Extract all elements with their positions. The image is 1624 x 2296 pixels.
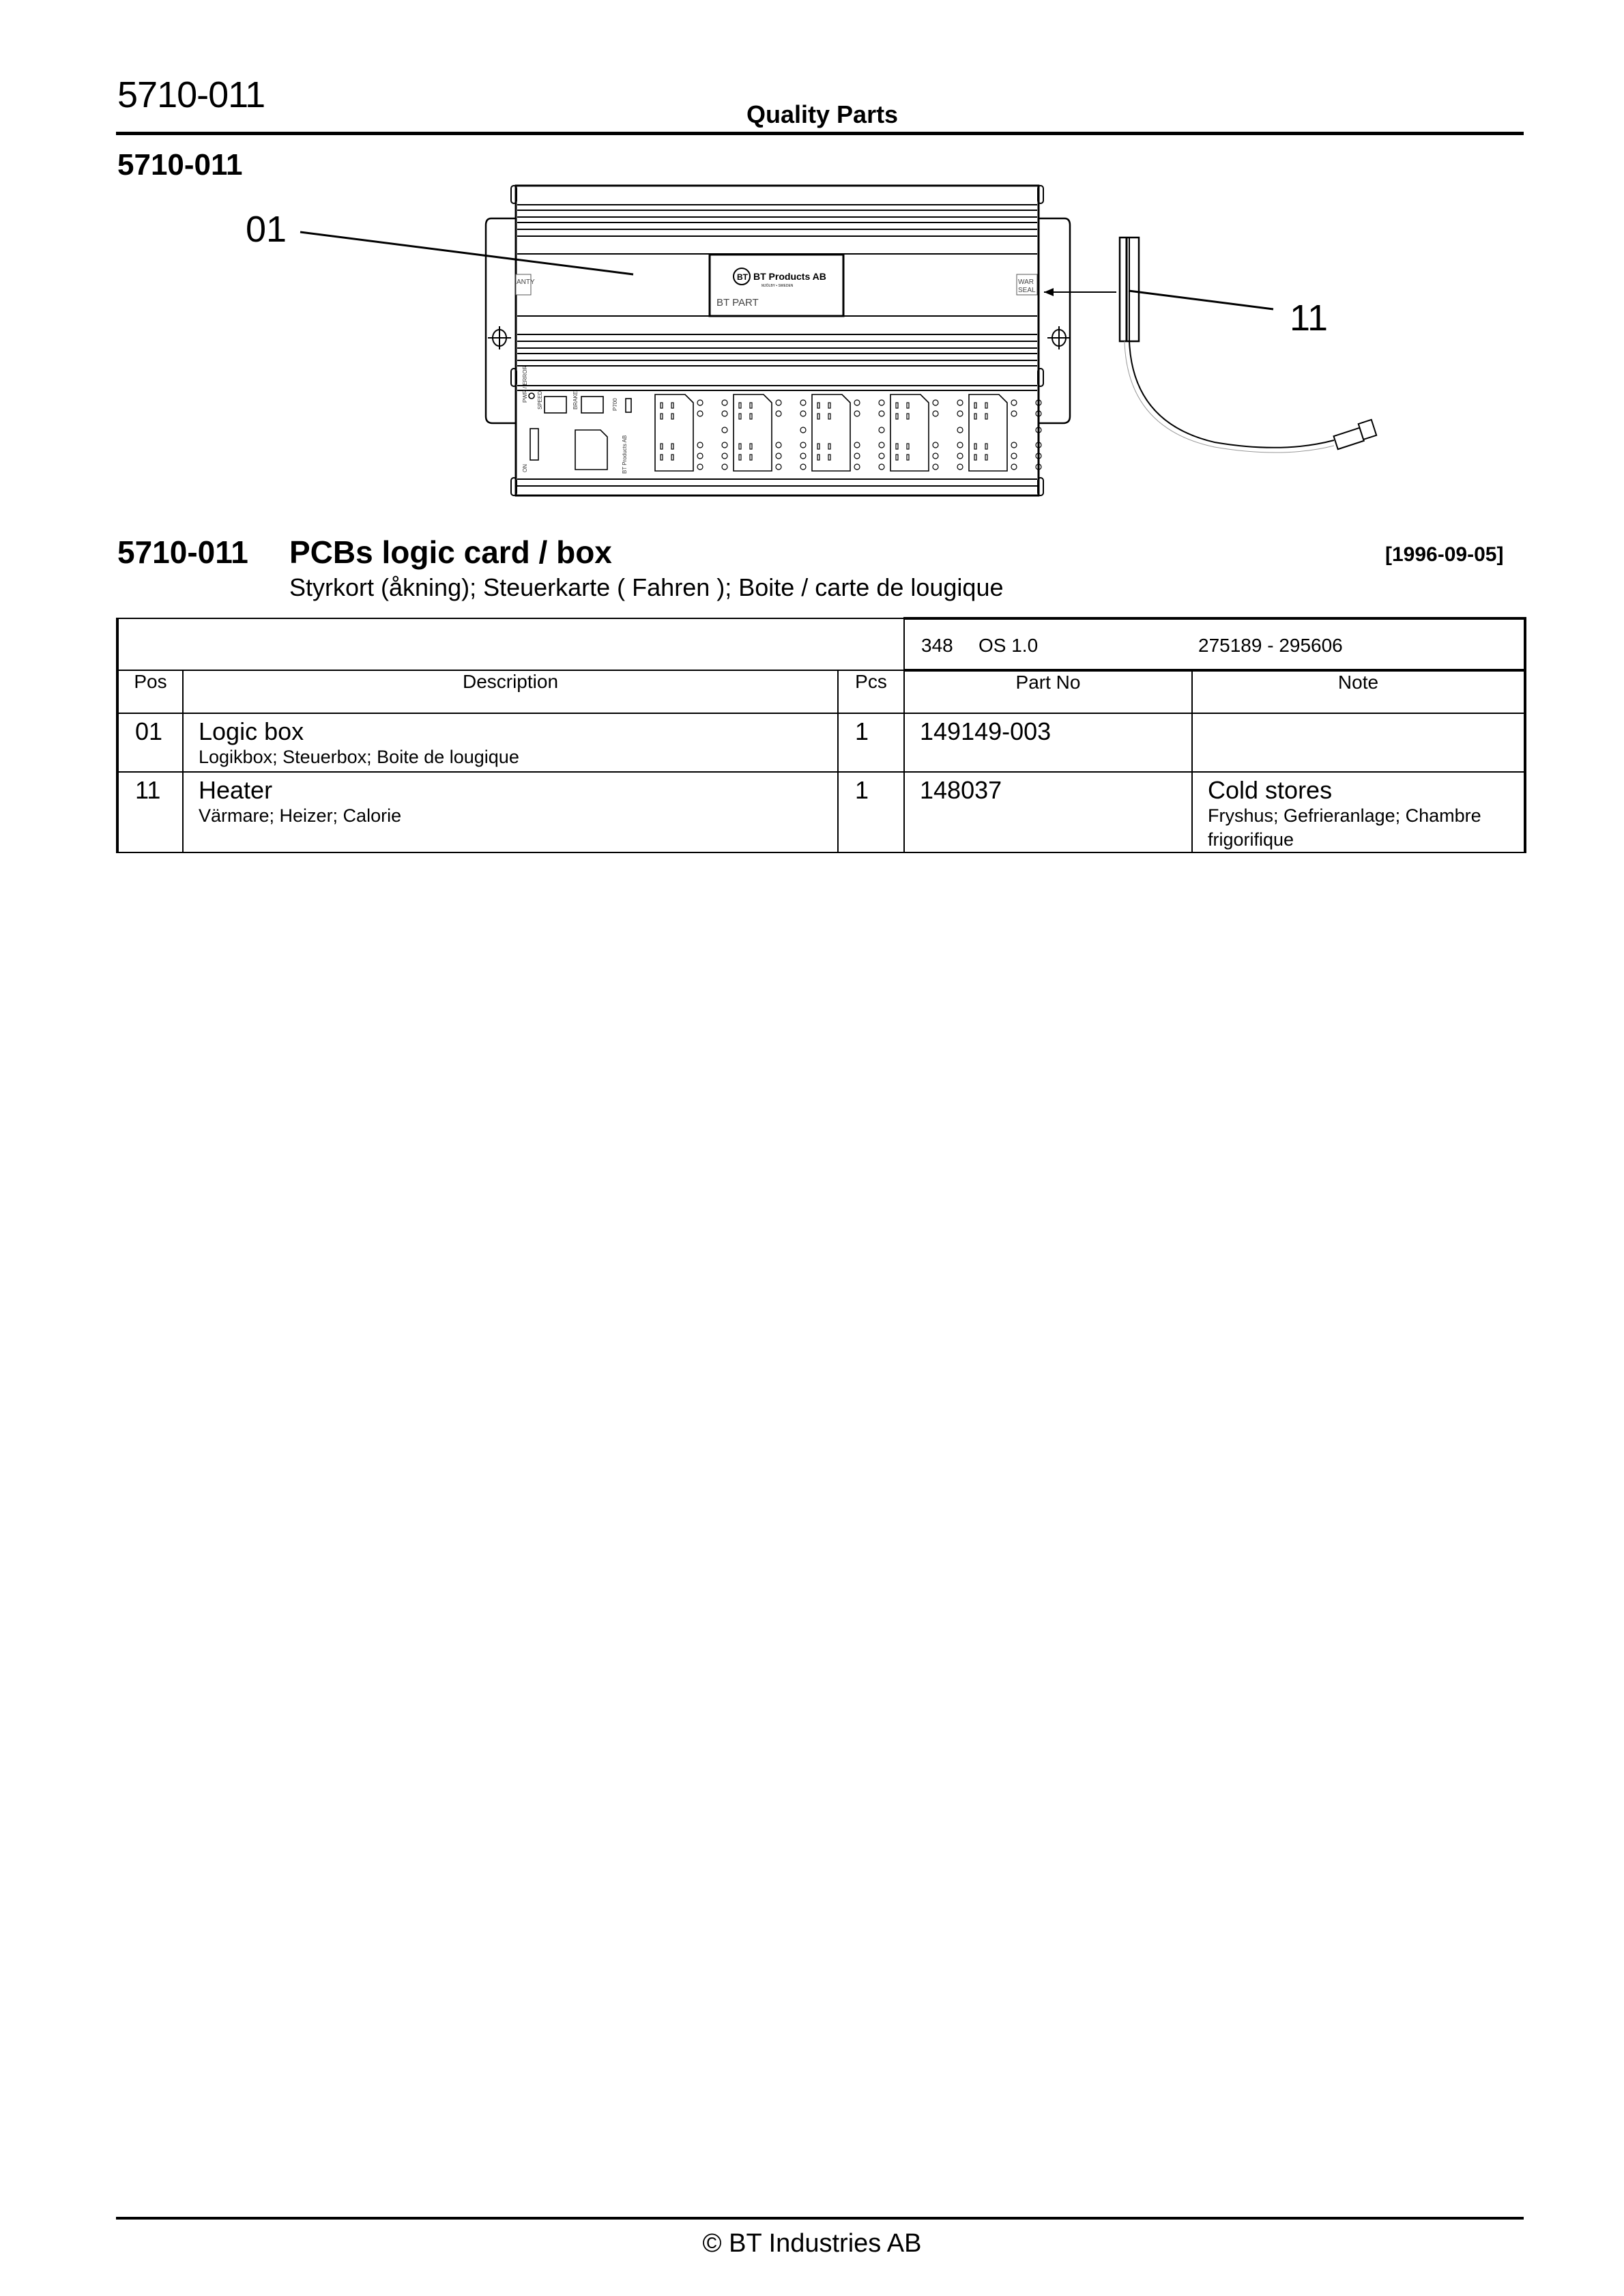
- table-header-row: [117, 670, 1525, 713]
- svg-text:WAR: WAR: [1018, 278, 1034, 286]
- part-group-code: 5710-011: [117, 534, 248, 570]
- serial-range: 275189 - 295606: [1198, 635, 1343, 656]
- revision-date: [1996-09-05]: [1385, 543, 1504, 566]
- svg-text:BT PART: BT PART: [716, 297, 759, 308]
- column-header-part-no: Part No: [904, 670, 1192, 713]
- svg-text:ON: ON: [522, 464, 528, 472]
- document-number: 5710-011: [117, 74, 265, 115]
- row-pos: 11: [135, 776, 161, 804]
- copyright: © BT Industries AB: [702, 2229, 922, 2258]
- row-pcs: 1: [855, 776, 869, 804]
- os-version: OS 1.0: [978, 635, 1039, 656]
- svg-text:P700: P700: [612, 398, 618, 411]
- row-pos: 01: [135, 717, 163, 745]
- column-header-note: Note: [1192, 670, 1525, 713]
- footer-divider: [116, 2217, 1524, 2220]
- row-pcs: 1: [855, 717, 869, 745]
- row-description: Logic box: [199, 717, 304, 745]
- row-note-translations: Fryshus; Gefrieranlage; Chambre frigorifique: [1208, 805, 1481, 850]
- row-description-translations: Värmare; Heizer; Calorie: [199, 805, 402, 826]
- svg-text:BT: BT: [737, 272, 748, 282]
- svg-text:MJÖLBY • SWEDEN: MJÖLBY • SWEDEN: [762, 284, 794, 288]
- header-divider: [116, 132, 1524, 135]
- svg-text:PWR / ERROR: PWR / ERROR: [522, 365, 528, 403]
- table-row: [117, 713, 1525, 772]
- svg-text:BRAKE: BRAKE: [572, 390, 579, 410]
- info-blank-cell: [117, 618, 904, 670]
- title-translations: Styrkort (åkning); Steuerkarte ( Fahren ); Boite / carte de lougique: [289, 573, 1004, 601]
- section-number: 5710-011: [117, 148, 243, 182]
- row-part-no: 149149-003: [920, 717, 1052, 745]
- part-group-title: PCBs logic card / box: [289, 534, 612, 570]
- row-part-no: 148037: [920, 776, 1002, 804]
- brand-label: Quality Parts: [746, 100, 899, 128]
- column-header-pcs: Pcs: [838, 670, 904, 713]
- model-info-row: [117, 618, 1525, 670]
- parts-table: [116, 617, 1526, 853]
- column-header-pos: Pos: [117, 670, 183, 713]
- svg-text:ANTY: ANTY: [517, 278, 535, 286]
- svg-text:SPEED: SPEED: [537, 390, 543, 410]
- svg-text:SEAL: SEAL: [1018, 287, 1036, 294]
- svg-text:BT Products AB: BT Products AB: [622, 435, 628, 474]
- row-note: Cold stores: [1208, 776, 1333, 804]
- row-description-translations: Logikbox; Steuerbox; Boite de lougique: [199, 746, 519, 767]
- truck-model: 348: [921, 635, 953, 656]
- exploded-parts-drawing: [232, 177, 1433, 505]
- column-header-description: Description: [183, 670, 838, 713]
- svg-text:BT Products AB: BT Products AB: [753, 271, 826, 282]
- table-row: [117, 772, 1525, 852]
- row-description: Heater: [199, 776, 273, 804]
- svg-text:11: 11: [1290, 298, 1329, 339]
- callout-01: 01: [246, 209, 287, 250]
- model-info-cell: [904, 618, 1525, 670]
